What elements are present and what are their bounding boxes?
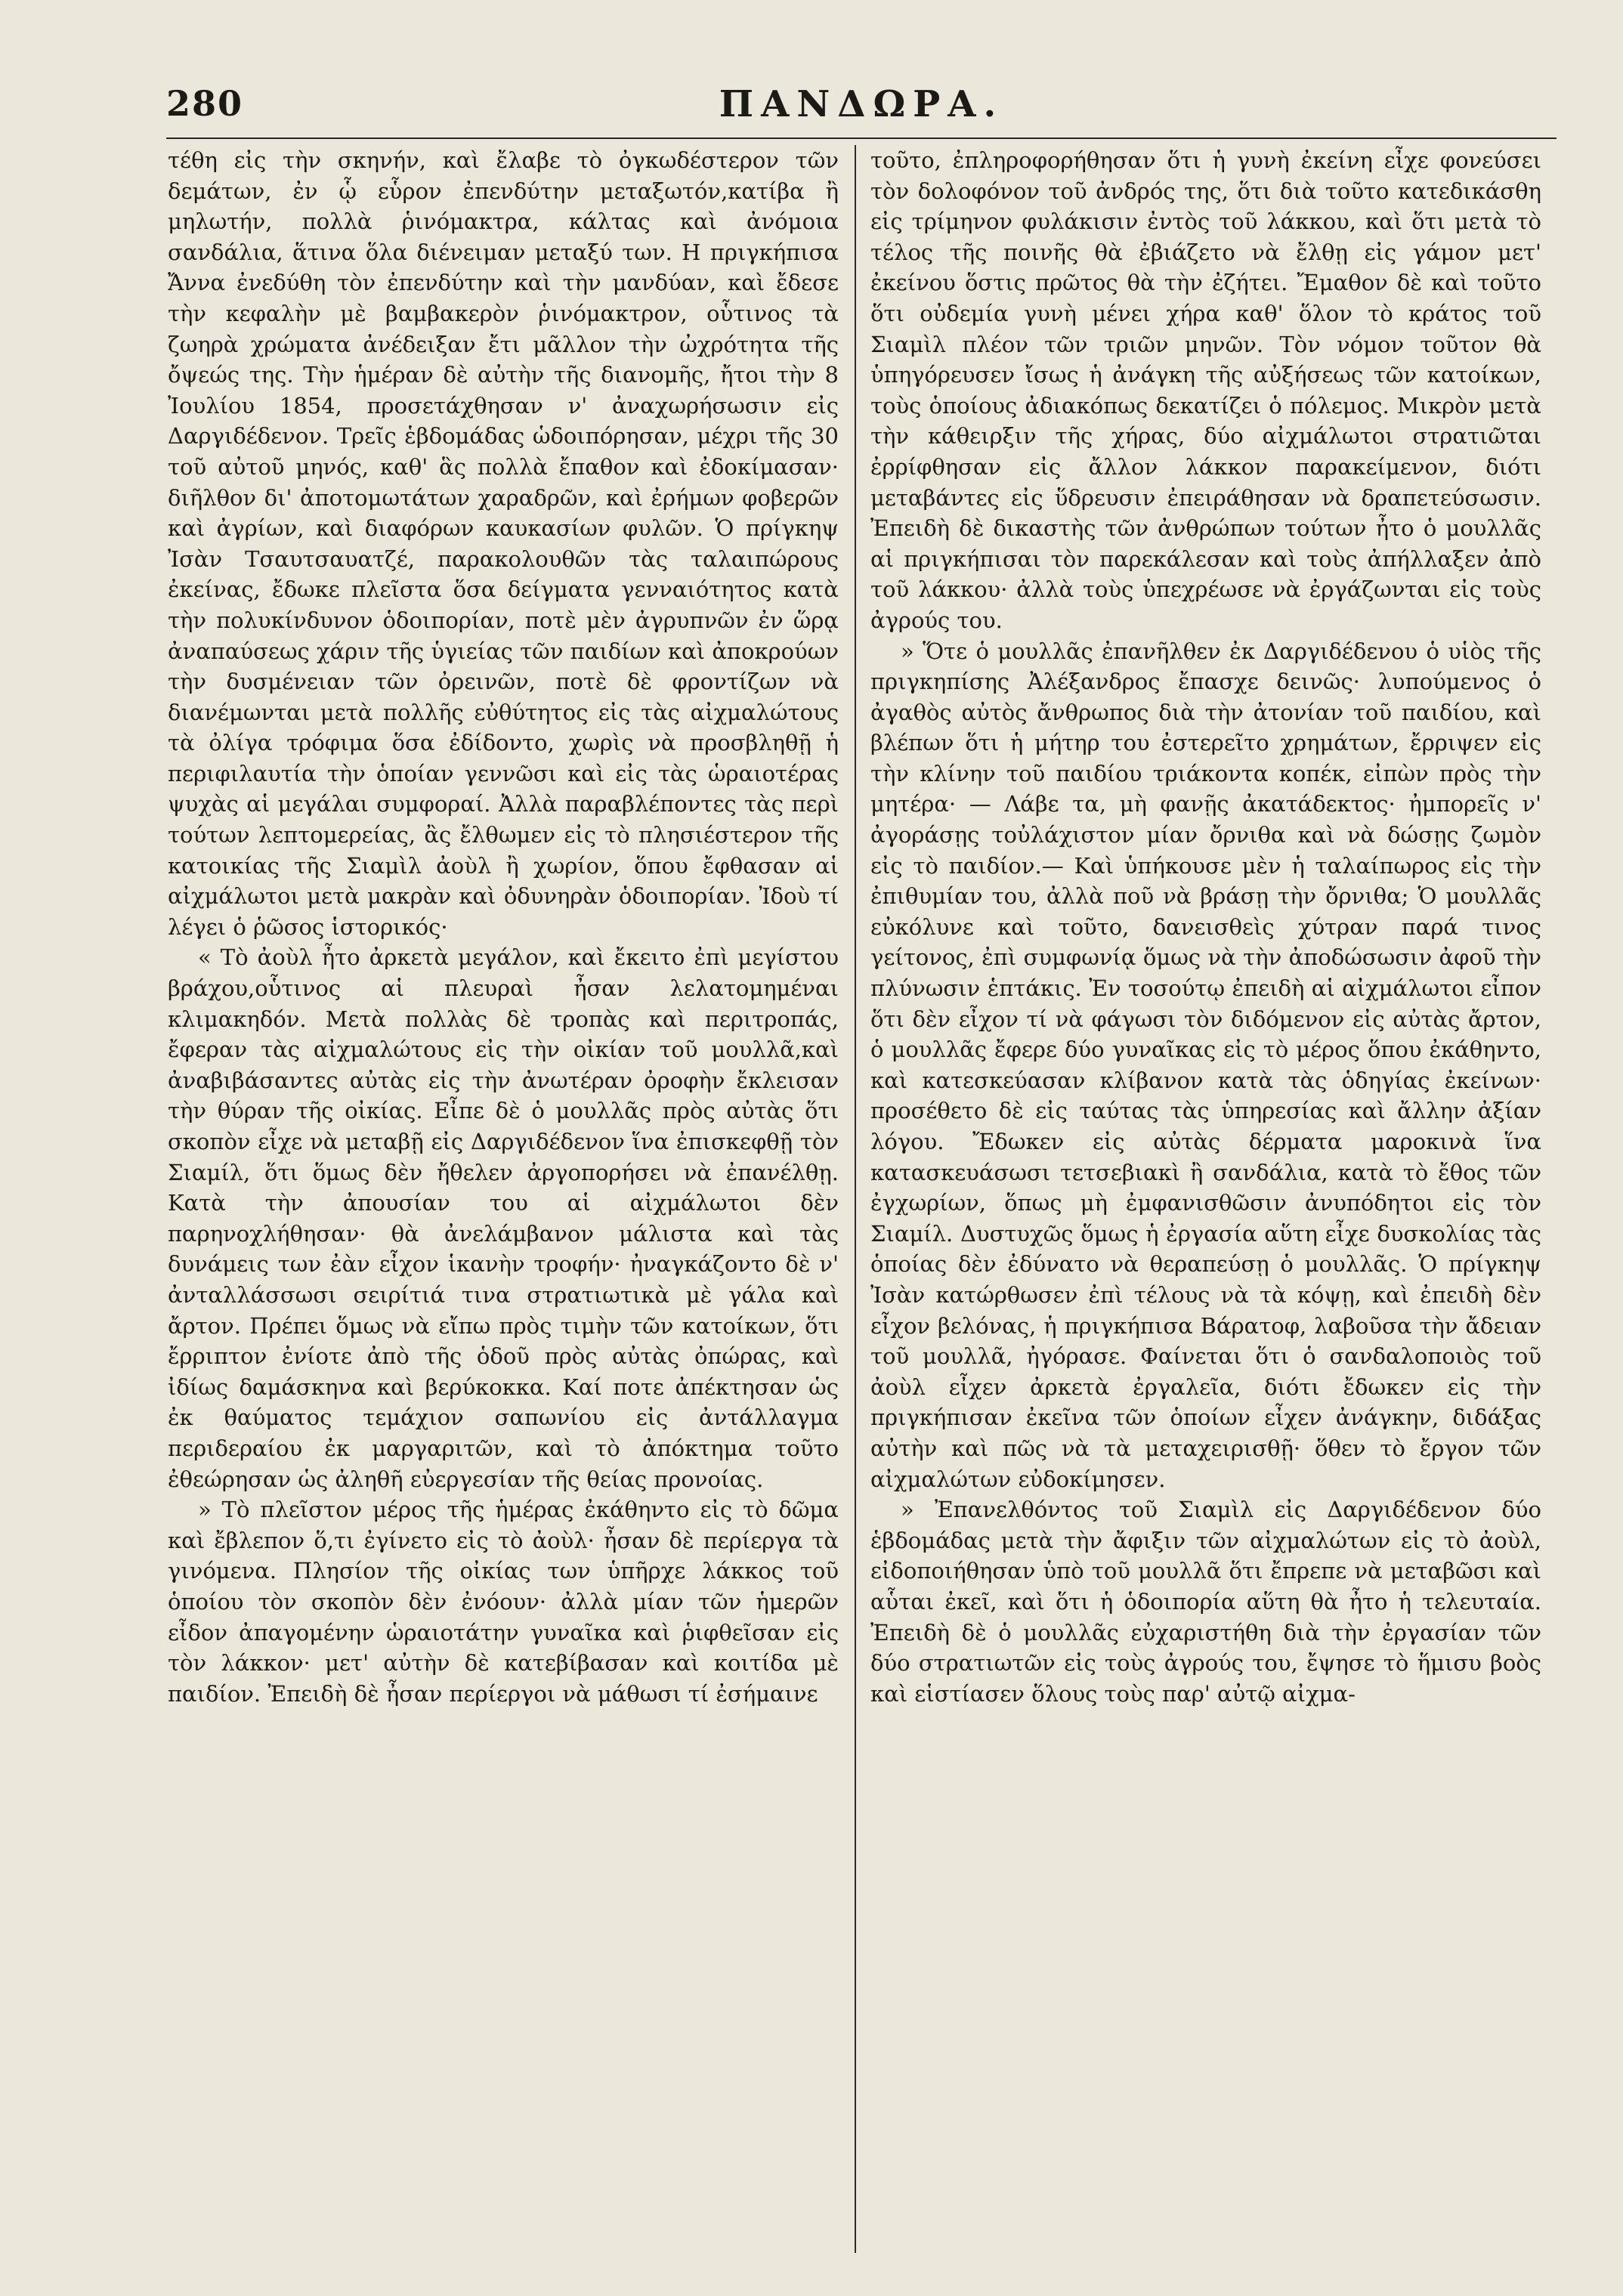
paragraph: » Ἐπανελθόντος τοῦ Σιαμὶλ εἰς Δαργιδέδενον δύο ἑβδομάδας μετὰ τὴν ἄφιξιν τῶν αἰχμαλώτων εἰς τὸ ἀοὺλ, εἰδοποιήθησαν ὑπὸ τοῦ μουλλᾶ ὅτι ἔπρεπε νὰ μεταβῶσι καὶ αὗται ἐκεῖ, καὶ ὅτι ἡ ὁδοιπορία αὕτη θὰ ἦτο ἡ τελευταία. Ἐπειδὴ δὲ ὁ μουλλᾶς εὐχαριστήθη διὰ τὴν ἐργασίαν τῶν δύο στρατιωτῶν εἰς τοὺς ἀγρούς του, ἔψησε τὸ ἥμισυ βοὸς καὶ εἱστίασεν ὅλους τοὺς παρ' αὐτῷ αἰχμα- bbox=[870, 1497, 1541, 1707]
right-column bbox=[870, 145, 1541, 1709]
page-number: 280 bbox=[166, 83, 244, 124]
paragraph: » Τὸ πλεῖστον μέρος τῆς ἡμέρας ἐκάθηντο εἰς τὸ δῶμα καὶ ἔβλεπον ὅ,τι ἐγίνετο εἰς τὸ ἀοὺλ· ἦσαν δὲ περίεργα τὰ γινόμενα. Πλησίον τῆς οἰκίας των ὑπῆρχε λάκκος τοῦ ὁποίου τὸν σκοπὸν δὲν ἐνόουν· ἀλλὰ μίαν τῶν ἡμερῶν εἶδον ἀπαγομένην ὡραιοτάτην γυναῖκα καὶ ῥιφθεῖσαν εἰς τὸν λάκκον· μετ' αὐτὴν δὲ κατεβίβασαν καὶ κοιτίδα μὲ παιδίον. Ἐπειδὴ δὲ ἦσαν περίεργοι νὰ μάθωσι τί ἐσήμαινε bbox=[168, 1497, 839, 1707]
header-rule bbox=[166, 138, 1557, 139]
journal-title: ΠΑΝΔΩΡΑ. bbox=[719, 83, 1004, 125]
paragraph: τέθη εἰς τὴν σκηνήν, καὶ ἔλαβε τὸ ὀγκωδέστερον τῶν δεμάτων, ἐν ᾧ εὗρον ἐπενδύτην μεταξωτόν,κατίβα ἢ μηλωτήν, πολλὰ ῥινόμακτρα, κάλτας καὶ ἀνόμοια σανδάλια, ἅτινα ὅλα διένειμαν μεταξύ των. Η πριγκήπισα Ἄννα ἐνεδύθη τὸν ἐπενδύτην καὶ τὴν μανδύαν, καὶ ἔδεσε τὴν κεφαλὴν μὲ βαμβακερὸν ῥινόμακτρον, οὗτινος τὰ ζωηρὰ χρώματα ἀνέδειξαν ἔτι μᾶλλον τὴν ὠχρότητα τῆς ὄψεώς της. Τὴν ἡμέραν δὲ αὐτὴν τῆς διανομῆς, ἤτοι τὴν 8 Ἰουλίου 1854, προσετάχθησαν ν' ἀναχωρήσωσιν εἰς Δαργιδέδενον. Τρεῖς ἑβδομάδας ὡδοιπόρησαν, μέχρι τῆς 30 τοῦ αὐτοῦ μηνός, καθ' ἃς πολλὰ ἔπαθον καὶ ἐδοκίμασαν· διῆλθον δι' ἀποτομωτάτων χαραδρῶν, καὶ ἐρήμων φοβερῶν καὶ ἀγρίων, καὶ διαφόρων καυκασίων φυλῶν. Ὁ πρίγκηψ Ἰσὰν Τσαυτσαυατζέ, παρακολουθῶν τὰς ταλαιπώρους ἐκείνας, ἔδωκε πλεῖστα ὅσα δείγματα γενναιότητος κατὰ τὴν πολυκίνδυνον ὁδοιπορίαν, ποτὲ μὲν ἀγρυπνῶν ἐν ὥρᾳ ἀναπαύσεως χάριν τῆς ὑγιείας τῶν παιδίων καὶ ἀποκρούων τὴν δυσμένειαν τῶν ὀρεινῶν, ποτὲ δὲ φροντίζων νὰ διανέμωνται μετὰ πολλῆς εὐθύτητος εἰς τὰς αἰχμαλώτους τὰ ὀλίγα τρόφιμα ὅσα ἐδίδοντο, χωρὶς νὰ προσβληθῇ ἡ περιφιλαυτία τὴν ὁποίαν γεννῶσι καὶ εἰς τὰς ὡραιοτέρας ψυχὰς αἱ μεγάλαι συμφοραί. Ἀλλὰ παραβλέποντες τὰς περὶ τούτων λεπτομερείας, ἂς ἔλθωμεν εἰς τὸ πλησιέστερον τῆς κατοικίας τῆς Σιαμὶλ ἀοὺλ ἢ χωρίον, ὅπου ἔφθασαν αἱ αἰχμάλωτοι μετὰ μακρὰν καὶ ὀδυνηρὰν ὁδοιπορίαν. Ἰδοὺ τί λέγει ὁ ῥῶσος ἱστορικός· bbox=[168, 147, 839, 940]
paragraph: τοῦτο, ἐπληροφορήθησαν ὅτι ἡ γυνὴ ἐκείνη εἶχε φονεύσει τὸν δολοφόνον τοῦ ἀνδρός της, ὅτι διὰ τοῦτο κατεδικάσθη εἰς τρίμηνον φυλάκισιν ἐντὸς τοῦ λάκκου, καὶ ὅτι μετὰ τὸ τέλος τῆς ποινῆς θὰ ἐβιάζετο νὰ ἔλθῃ εἰς γάμον μετ' ἐκείνου ὅστις πρῶτος θὰ τὴν ἐζήτει. Ἔμαθον δὲ καὶ τοῦτο ὅτι οὐδεμία γυνὴ μένει χήρα καθ' ὅλον τὸ κράτος τοῦ Σιαμὶλ πλέον τῶν τριῶν μηνῶν. Τὸν νόμον τοῦτον θὰ ὑπηγόρευσεν ἴσως ἡ ἀνάγκη τῆς αὐξήσεως τῶν κατοίκων, τοὺς ὁποίους ἀδιακόπως δεκατίζει ὁ πόλεμος. Μικρὸν μετὰ τὴν κάθειρξιν τῆς χήρας, δύο αἰχμάλωτοι στρατιῶται ἐρρίφθησαν εἰς ἄλλον λάκκον παρακείμενον, διότι μεταβάντες εἰς ὕδρευσιν ἐπειράθησαν νὰ δραπετεύσωσιν. Ἐπειδὴ δὲ δικαστὴς τῶν ἀνθρώπων τούτων ἦτο ὁ μουλλᾶς αἱ πριγκήπισαι τὸν παρεκάλεσαν καὶ τοὺς ἀπήλλαξεν ἀπὸ τοῦ λάκκου· ἀλλὰ τοὺς ὑπεχρέωσε νὰ ἐργάζωνται εἰς τοὺς ἀγρούς του. bbox=[870, 147, 1541, 633]
left-column bbox=[168, 145, 839, 1709]
running-head bbox=[166, 83, 1557, 136]
paragraph: « Τὸ ἀοὺλ ἦτο ἀρκετὰ μεγάλον, καὶ ἔκειτο ἐπὶ μεγίστου βράχου,οὗτινος αἱ πλευραὶ ἦσαν λελατομημέναι κλιμακηδόν. Μετὰ πολλὰς δὲ τροπὰς καὶ περιτροπάς, ἔφεραν τὰς αἰχμαλώτους εἰς τὴν οἰκίαν τοῦ μουλλᾶ,καὶ ἀναβιβάσαντες αὐτὰς εἰς τὴν ἀνωτέραν ὀροφὴν ἔκλεισαν τὴν θύραν τῆς οἰκίας. Εἶπε δὲ ὁ μουλλᾶς πρὸς αὐτὰς ὅτι σκοπὸν εἶχε νὰ μεταβῇ εἰς Δαργιδέδενον ἵνα ἐπισκεφθῇ τὸν Σιαμίλ, ὅτι ὅμως δὲν ἤθελεν ἀργοπορήσει νὰ ἐπανέλθῃ. Κατὰ τὴν ἀπουσίαν του αἱ αἰχμάλωτοι δὲν παρηνοχλήθησαν· θὰ ἀνελάμβανον μάλιστα καὶ τὰς δυνάμεις των ἐὰν εἶχον ἱκανὴν τροφήν· ἠναγκάζοντο δὲ ν' ἀνταλλάσσωσι σειρίτιά τινα στρατιωτικὰ μὲ γάλα καὶ ἄρτον. Πρέπει ὅμως νὰ εἴπω πρὸς τιμὴν τῶν κατοίκων, ὅτι ἔρριπτον ἐνίοτε ἀπὸ τῆς ὁδοῦ πρὸς αὐτὰς ὀπώρας, καὶ ἰδίως δαμάσκηνα καὶ βερύκοκκα. Καί ποτε ἀπέκτησαν ὡς ἐκ θαύματος τεμάχιον σαπωνίου εἰς ἀντάλλαγμα περιδεραίου ἐκ μαργαριτῶν, καὶ τὸ ἀπόκτημα τοῦτο ἐθεώρησαν ὡς ἀληθῆ εὐεργεσίαν τῆς θείας προνοίας. bbox=[168, 944, 839, 1492]
column-divider bbox=[855, 145, 856, 2253]
paragraph: » Ὅτε ὁ μουλλᾶς ἐπανῆλθεν ἐκ Δαργιδέδενου ὁ υἱὸς τῆς πριγκηπίσης Ἀλέξανδρος ἔπασχε δεινῶς· λυπούμενος ὁ ἀγαθὸς αὐτὸς ἄνθρωπος διὰ τὴν ἀτονίαν τοῦ παιδίου, καὶ βλέπων ὅτι ἡ μήτηρ του ἐστερεῖτο χρημάτων, ἔρριψεν εἰς τὴν κλίνην τοῦ παιδίου τριάκοντα κοπέκ, εἰπὼν πρὸς τὴν μητέρα· — Λάβε τα, μὴ φανῇς ἀκατάδεκτος· ἠμπορεῖς ν' ἀγοράσῃς τοὐλάχιστον μίαν ὄρνιθα καὶ νὰ δώσῃς ζωμὸν εἰς τὸ παιδίον.— Καὶ ὑπήκουσε μὲν ἡ ταλαίπωρος εἰς τὴν ἐπιθυμίαν του, ἀλλὰ ποῦ νὰ βράσῃ τὴν ὄρνιθα; Ὁ μουλλᾶς εὐκόλυνε καὶ τοῦτο, δανεισθεὶς χύτραν παρά τινος γείτονος, ἐπὶ συμφωνίᾳ ὅμως νὰ τὴν ἀποδώσωσιν ἀφοῦ τὴν πλύνωσιν ἑπτάκις. Ἐν τοσούτῳ ἐπειδὴ αἱ αἰχμάλωτοι εἶπον ὅτι δὲν εἶχον τί νὰ φάγωσι τὸν διδόμενον εἰς αὐτὰς ἄρτον, ὁ μουλλᾶς ἔφερε δύο γυναῖκας εἰς τὸ μέρος ὅπου ἐκάθηντο, καὶ κατεσκεύασαν κλίβανον κατὰ τὰς ὁδηγίας ἐκείνων· προσέθετο δὲ εἰς ταύτας τὰς ὑπηρεσίας καὶ ἄλλην ἀξίαν λόγου. Ἔδωκεν εἰς αὐτὰς δέρματα μαροκινὰ ἵνα κατασκευάσωσι τετσεβιακὶ ἢ σανδάλια, κατὰ τὸ ἔθος τῶν ἐγχωρίων, ὅπως μὴ ἐμφανισθῶσιν ἀνυπόδητοι εἰς τὸν Σιαμίλ. Δυστυχῶς ὅμως ἡ ἐργασία αὕτη εἶχε δυσκολίας τὰς ὁποίας δὲν ἐδύνατο νὰ θεραπεύσῃ ὁ μουλλᾶς. Ὁ πρίγκηψ Ἰσὰν κατώρθωσεν ἐπὶ τέλους νὰ τὰ κόψῃ, καὶ ἐπειδὴ δὲν εἶχον βελόνας, ἡ πριγκήπισα Βάρατοφ, λαβοῦσα τὴν ἄδειαν τοῦ μουλλᾶ, ἠγόρασε. Φαίνεται ὅτι ὁ σανδαλοποιὸς τοῦ ἀοὺλ εἶχεν ἀρκετὰ ἐργαλεῖα, διότι ἔδωκεν εἰς τὴν πριγκήπισαν ἐκεῖνα τῶν ὁποίων εἶχεν ἀνάγκην, διδάξας αὐτὴν καὶ πῶς νὰ τὰ μεταχειρισθῇ· ὅθεν τὸ ἔργον τῶν αἰχμαλώτων εὐδοκίμησεν. bbox=[870, 638, 1541, 1492]
